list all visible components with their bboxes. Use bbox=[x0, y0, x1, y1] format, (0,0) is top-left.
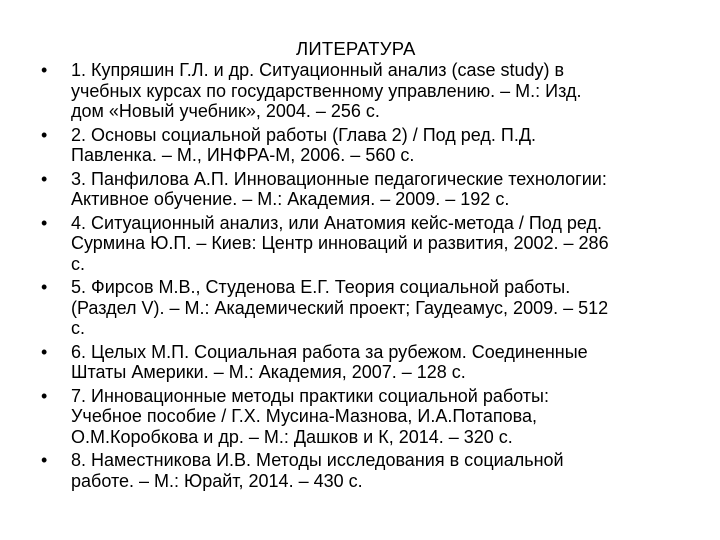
reference-text: 4. Ситуационный анализ, или Анатомия кейс-метода / Под ред. Сурмина Ю.П. – Киев: Центр инноваций и развития, 2002. – 286 с. bbox=[71, 212, 609, 274]
reference-item-2 bbox=[0, 125, 657, 166]
reference-item-5 bbox=[0, 277, 657, 339]
bullet-icon: • bbox=[41, 385, 48, 406]
bullet-icon: • bbox=[41, 212, 48, 233]
bullet-icon: • bbox=[41, 124, 48, 145]
reference-text: 8. Наместникова И.В. Методы исследования в социальной работе. – М.: Юрайт, 2014. – 430 с. bbox=[71, 450, 564, 491]
page-title: ЛИТЕРАТУРА bbox=[296, 38, 416, 59]
bullet-icon: • bbox=[41, 450, 48, 470]
reference-text: 1. Купряшин Г.Л. и др. Ситуационный анализ (case study) в учебных курсах по государственному управлению. – М.: Изд. дом «Новый учебник», 2004. – 256 с. bbox=[71, 60, 582, 121]
reference-text: 2. Основы социальной работы (Глава 2) / Под ред. П.Д. Павленка. – М., ИНФРА-М, 2006. – 560 с. bbox=[71, 124, 537, 165]
bullet-icon: • bbox=[41, 341, 48, 362]
reference-text: 3. Панфилова А.П. Инновационные педагогические технологии: Активное обучение. – М.: Академия. – 2009. – 192 с. bbox=[71, 168, 607, 209]
reference-text: 6. Целых М.П. Социальная работа за рубежом. Соединенные Штаты Америки. – М.: Академия, 2007. – 128 с. bbox=[71, 341, 588, 382]
reference-item-7 bbox=[0, 386, 657, 448]
reference-item-8 bbox=[0, 450, 657, 491]
bullet-icon: • bbox=[41, 277, 48, 297]
reference-text: 5. Фирсов М.В., Студенова Е.Г. Теория социальной работы. (Раздел V). – М.: Академический проект; Гаудеамус, 2009. – 512 с. bbox=[71, 277, 609, 338]
bullet-icon: • bbox=[41, 60, 48, 80]
reference-list bbox=[0, 60, 720, 491]
reference-item-3 bbox=[0, 169, 657, 210]
reference-item-6 bbox=[0, 342, 657, 383]
reference-text: 7. Инновационные методы практики социальной работы: Учебное пособие / Г.Х. Мусина-Мазнова, И.А.Потапова, О.М.Коробкова и др. – М.: Дашков и К, 2014. – 320 с. bbox=[71, 385, 549, 447]
bullet-icon: • bbox=[41, 168, 48, 189]
reference-item-4 bbox=[0, 213, 657, 275]
reference-item-1 bbox=[0, 60, 657, 122]
